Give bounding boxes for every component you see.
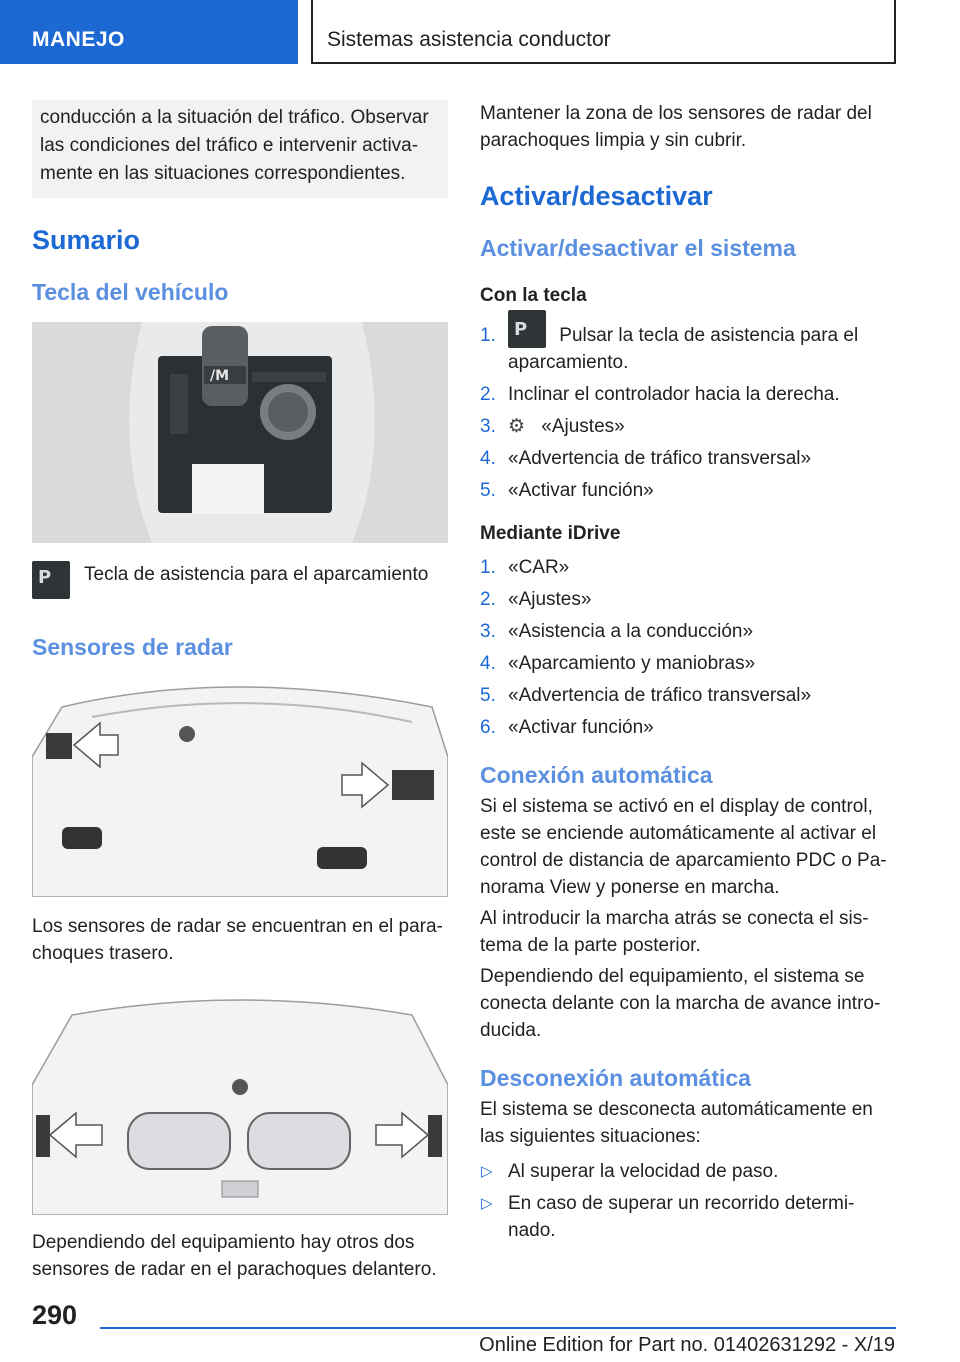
front-sensor-left-marker bbox=[36, 1115, 50, 1157]
step-text: «Aparcamiento y maniobras» bbox=[508, 653, 756, 674]
step-number: 5. bbox=[480, 685, 496, 706]
triangle-bullet-icon: ▷ bbox=[481, 1163, 493, 1180]
list-item bbox=[480, 554, 896, 581]
list-item bbox=[480, 413, 896, 440]
left-column bbox=[32, 100, 448, 1283]
m-logo: /M bbox=[210, 368, 230, 384]
front-sensor-right-marker bbox=[428, 1115, 442, 1157]
vehicle-console-image bbox=[32, 322, 448, 543]
list-item bbox=[480, 1158, 896, 1185]
console-illustration bbox=[32, 322, 448, 543]
list-item bbox=[480, 618, 896, 645]
bullet-text: En caso de superar un recorrido determi‐nado. bbox=[508, 1193, 855, 1241]
desconexion-list bbox=[480, 1158, 896, 1244]
triangle-bullet-icon: ▷ bbox=[481, 1195, 493, 1212]
step-text: «Advertencia de tráfico transversal» bbox=[508, 448, 812, 469]
step-text: «Activar función» bbox=[508, 717, 654, 738]
list-item bbox=[480, 322, 896, 376]
step-text: «Ajustes» bbox=[541, 416, 625, 437]
front-bumper-image bbox=[32, 995, 448, 1215]
footer-divider bbox=[100, 1327, 896, 1329]
heading-idrive: Mediante iDrive bbox=[480, 523, 621, 544]
front-car-illustration bbox=[32, 995, 448, 1215]
step-text: «CAR» bbox=[508, 557, 570, 578]
step-text: «Activar función» bbox=[508, 480, 654, 501]
step-text: «Advertencia de tráfico transversal» bbox=[508, 685, 812, 706]
heading-desconexion: Desconexión automática bbox=[480, 1065, 751, 1091]
conexion-paragraph-3: Dependiendo del equipamiento, el sistema se conecta delante con la marcha de avance intro‐ducida. bbox=[480, 966, 881, 1041]
heading-con-tecla: Con la tecla bbox=[480, 285, 587, 306]
caution-note bbox=[32, 100, 448, 198]
list-item bbox=[480, 650, 896, 677]
list-item bbox=[480, 682, 896, 709]
list-item bbox=[480, 477, 896, 504]
step-text: «Asistencia a la conducción» bbox=[508, 621, 754, 642]
step-number: 1. bbox=[480, 557, 496, 578]
heading-activar-sistema: Activar/desactivar el sistema bbox=[480, 235, 796, 261]
keep-clean-paragraph: Mantener la zona de los sensores de radar del parachoques limpia y sin cubrir. bbox=[480, 103, 872, 151]
heading-activar: Activar/desactivar bbox=[480, 181, 713, 211]
tecla-steps bbox=[480, 322, 896, 504]
step-number: 4. bbox=[480, 448, 496, 469]
sensores-paragraph: Los sensores de radar se encuentran en el para‐choques trasero. bbox=[32, 916, 443, 964]
list-item bbox=[480, 714, 896, 741]
chapter-title: Sistemas asistencia conductor bbox=[327, 28, 611, 51]
heading-sensores: Sensores de radar bbox=[32, 634, 233, 660]
heading-sumario: Sumario bbox=[32, 225, 141, 255]
rear-car-illustration bbox=[32, 677, 448, 897]
chapter-header bbox=[311, 0, 896, 64]
delantero-paragraph: Dependiendo del equipamiento hay otros dos sensores de radar en el parachoques delantero. bbox=[32, 1232, 437, 1280]
conexion-paragraph-2: Al introducir la marcha atrás se conecta el sis‐tema de la parte posterior. bbox=[480, 908, 869, 956]
note-text: conducción a la situación del tráfico. Observar las condiciones del tráfico e intervenir activa‐mente en las situaciones correspondientes. bbox=[40, 107, 429, 184]
step-number: 1. bbox=[480, 325, 496, 346]
section-title: MANEJO bbox=[32, 28, 125, 51]
step-number: 6. bbox=[480, 717, 496, 738]
heading-conexion: Conexión automática bbox=[480, 762, 713, 788]
bullet-text: Al superar la velocidad de paso. bbox=[508, 1161, 779, 1182]
edition-text: Online Edition for Part no. 01402631292 - X/19 bbox=[479, 1334, 895, 1356]
right-column bbox=[480, 100, 896, 1249]
park-assist-key-icon bbox=[508, 310, 546, 348]
list-item bbox=[480, 1190, 896, 1244]
park-assist-key-icon bbox=[32, 561, 70, 599]
list-item bbox=[480, 445, 896, 472]
key-caption-row bbox=[32, 561, 448, 605]
desconexion-paragraph: El sistema se desconecta automáticamente en las siguientes situaciones: bbox=[480, 1099, 873, 1147]
step-number: 4. bbox=[480, 653, 496, 674]
step-text: Inclinar el controlador hacia la derecha. bbox=[508, 384, 840, 405]
list-item bbox=[480, 381, 896, 408]
step-text: «Ajustes» bbox=[508, 589, 592, 610]
gear-icon: ⚙ bbox=[508, 415, 526, 437]
key-caption: Tecla de asistencia para el aparcamiento bbox=[84, 564, 429, 585]
heading-tecla: Tecla del vehículo bbox=[32, 279, 229, 305]
step-number: 2. bbox=[480, 589, 496, 610]
step-number: 2. bbox=[480, 384, 496, 405]
rear-bumper-image bbox=[32, 677, 448, 897]
step-number: 5. bbox=[480, 480, 496, 501]
sensor-left-marker bbox=[46, 733, 72, 759]
page-number: 290 bbox=[32, 1300, 78, 1330]
section-tab bbox=[0, 0, 298, 64]
conexion-paragraph-1: Si el sistema se activó en el display de control, este se enciende automáticamente al activar el control de distancia de aparcamiento PDC o Pa‐norama View y ponerse en marcha. bbox=[480, 796, 887, 898]
idrive-steps bbox=[480, 554, 896, 741]
list-item bbox=[480, 586, 896, 613]
step-number: 3. bbox=[480, 621, 496, 642]
step-text: Pulsar la tecla de asistencia para el aparcamiento. bbox=[508, 325, 859, 373]
step-number: 3. bbox=[480, 416, 496, 437]
sensor-right-marker bbox=[392, 770, 434, 800]
